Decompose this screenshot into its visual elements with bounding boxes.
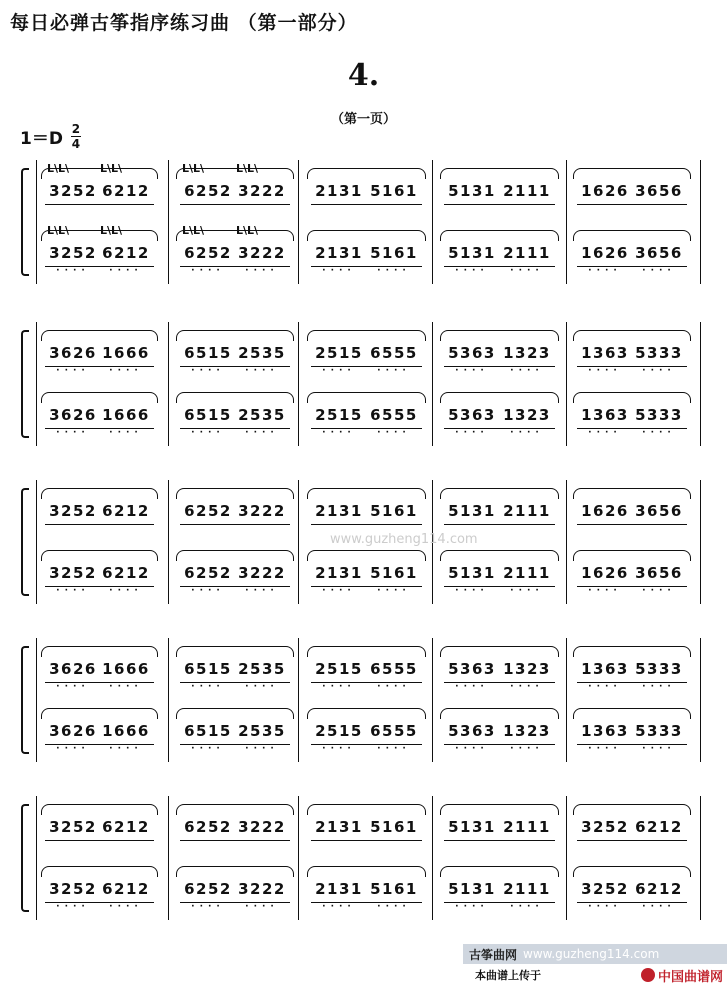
note-group: 3656 [631,502,687,525]
octave-dots: ···· [56,682,90,692]
upload-note: 本曲谱上传于 [475,969,541,982]
octave-dots: ···· [455,902,489,912]
note-group: 1626 [577,182,633,205]
logo-icon [641,968,655,982]
octave-dots: ···· [322,586,356,596]
measure-barline [700,322,701,446]
octave-dots: ···· [322,266,356,276]
slur-arc [307,488,426,499]
slur-arc [440,804,559,815]
note-group: 3626 [45,406,101,429]
octave-dots: ···· [245,902,279,912]
note-group: 2111 [499,244,555,267]
logo-text: 中国曲谱网 [657,969,723,985]
measure-barline [298,638,299,762]
fingering-mark: L\L\ [236,162,259,175]
note-group: 1626 [577,564,633,587]
slur-arc [573,330,691,341]
octave-dots: ···· [455,266,489,276]
staff-row-bottom [0,384,727,436]
note-group: 5131 [444,244,500,267]
octave-dots: ···· [510,902,544,912]
octave-dots: ···· [455,586,489,596]
slur-arc [440,866,559,877]
note-group: 5161 [366,182,422,205]
page-label: （第一页） [330,112,396,127]
measure-barline [700,796,701,920]
note-group: 1323 [499,406,555,429]
octave-dots: ···· [56,266,90,276]
staff-row-top [0,480,727,532]
note-group: 2515 [311,344,367,367]
score-system [0,796,727,920]
note-group: 5161 [366,244,422,267]
slur-arc [176,488,294,499]
octave-dots: ···· [377,586,411,596]
note-group: 3252 [577,818,633,841]
octave-dots: ···· [322,366,356,376]
slur-arc [440,230,559,241]
slur-arc [176,330,294,341]
measure-barline [566,796,567,920]
slur-arc [176,646,294,657]
measure-barline [168,322,169,446]
octave-dots: ···· [588,586,622,596]
octave-dots: ···· [455,744,489,754]
slur-arc [307,866,426,877]
octave-dots: ···· [642,682,676,692]
note-group: 6212 [98,564,154,587]
measure-barline [566,322,567,446]
note-group: 2535 [234,406,290,429]
note-group: 3222 [234,244,290,267]
slur-arc [307,708,426,719]
note-group: 1363 [577,406,633,429]
measure-barline [566,480,567,604]
octave-dots: ···· [322,902,356,912]
octave-dots: ···· [377,902,411,912]
note-group: 2535 [234,660,290,683]
slur-arc [41,866,158,877]
note-group: 6252 [180,244,236,267]
slur-arc [41,330,158,341]
octave-dots: ···· [322,428,356,438]
note-group: 3252 [45,880,101,903]
octave-dots: ···· [109,266,143,276]
octave-dots: ···· [191,586,225,596]
slur-arc [573,550,691,561]
octave-dots: ···· [377,428,411,438]
note-group: 2515 [311,722,367,745]
note-group: 6212 [98,244,154,267]
slur-arc [440,330,559,341]
note-group: 2131 [311,818,367,841]
slur-arc [176,708,294,719]
note-group: 6212 [98,502,154,525]
fingering-mark: L\L\ [182,162,205,175]
note-group: 3252 [45,502,101,525]
note-group: 2131 [311,502,367,525]
octave-dots: ···· [588,902,622,912]
note-group: 1666 [98,406,154,429]
octave-dots: ···· [56,366,90,376]
slur-arc [573,804,691,815]
note-group: 5131 [444,818,500,841]
note-group: 1323 [499,660,555,683]
octave-dots: ···· [322,682,356,692]
note-group: 3222 [234,182,290,205]
note-group: 5333 [631,344,687,367]
score-system [0,638,727,762]
note-group: 5161 [366,818,422,841]
staff-row-bottom [0,700,727,752]
octave-dots: ···· [245,744,279,754]
slur-arc [307,330,426,341]
octave-dots: ···· [588,744,622,754]
measure-barline [432,322,433,446]
note-group: 1363 [577,344,633,367]
measure-barline [700,638,701,762]
note-group: 1626 [577,502,633,525]
score-system [0,322,727,446]
piece-number: 4. [347,58,380,93]
staff-row-bottom [0,858,727,910]
note-group: 3222 [234,564,290,587]
note-group: 5161 [366,880,422,903]
octave-dots: ···· [588,366,622,376]
note-group: 3252 [45,244,101,267]
slur-arc [176,392,294,403]
note-group: 1666 [98,722,154,745]
note-group: 5333 [631,660,687,683]
octave-dots: ···· [455,682,489,692]
slur-arc [573,488,691,499]
note-group: 3626 [45,344,101,367]
octave-dots: ···· [245,586,279,596]
slur-arc [307,550,426,561]
note-group: 6555 [366,406,422,429]
slur-arc [41,488,158,499]
slur-arc [440,168,559,179]
note-group: 5363 [444,406,500,429]
staff-row-top [0,322,727,374]
slur-arc [41,646,158,657]
note-group: 6515 [180,722,236,745]
octave-dots: ···· [245,428,279,438]
slur-arc [176,804,294,815]
octave-dots: ···· [109,366,143,376]
measure-barline [298,480,299,604]
key-label: 1＝D [20,128,63,149]
slur-arc [573,168,691,179]
octave-dots: ···· [245,682,279,692]
note-group: 6252 [180,880,236,903]
note-group: 2131 [311,564,367,587]
note-group: 2111 [499,880,555,903]
octave-dots: ···· [642,902,676,912]
note-group: 2535 [234,344,290,367]
note-group: 2111 [499,502,555,525]
note-group: 3222 [234,818,290,841]
fingering-mark: L\L\ [100,162,123,175]
measure-barline [566,160,567,284]
measure-barline [168,160,169,284]
note-group: 5131 [444,880,500,903]
note-group: 6555 [366,344,422,367]
octave-dots: ···· [109,586,143,596]
measure-barline [432,796,433,920]
note-group: 5363 [444,722,500,745]
octave-dots: ···· [510,266,544,276]
staff-row-bottom [0,542,727,594]
note-group: 3252 [45,182,101,205]
octave-dots: ···· [191,744,225,754]
time-signature [71,123,81,150]
note-group: 5363 [444,344,500,367]
note-group: 6252 [180,502,236,525]
document-title: 每日必弹古筝指序练习曲 （第一部分） [10,12,358,34]
note-group: 2131 [311,182,367,205]
octave-dots: ···· [642,366,676,376]
octave-dots: ···· [642,266,676,276]
octave-dots: ···· [588,682,622,692]
note-group: 3656 [631,244,687,267]
octave-dots: ···· [322,744,356,754]
staff-row-top [0,638,727,690]
note-group: 2111 [499,564,555,587]
note-group: 1323 [499,344,555,367]
note-group: 6212 [98,880,154,903]
time-bottom: 4 [71,136,81,151]
measure-barline [168,796,169,920]
octave-dots: ···· [109,682,143,692]
slur-arc [440,550,559,561]
measure-barline [298,160,299,284]
score-system [0,160,727,284]
octave-dots: ···· [377,682,411,692]
octave-dots: ···· [245,366,279,376]
note-group: 6555 [366,660,422,683]
note-group: 3222 [234,502,290,525]
slur-arc [573,708,691,719]
note-group: 3626 [45,660,101,683]
octave-dots: ···· [56,428,90,438]
note-group: 2111 [499,182,555,205]
slur-arc [41,550,158,561]
note-group: 6212 [631,818,687,841]
note-group: 2131 [311,880,367,903]
measure-barline [566,638,567,762]
slur-arc [307,392,426,403]
octave-dots: ···· [510,366,544,376]
slur-arc [307,168,426,179]
note-group: 6212 [98,818,154,841]
note-group: 3222 [234,880,290,903]
slur-arc [440,488,559,499]
octave-dots: ···· [455,428,489,438]
measure-barline [298,322,299,446]
slur-arc [176,866,294,877]
octave-dots: ···· [56,586,90,596]
site-url[interactable]: www.guzheng114.com [523,947,660,961]
slur-arc [573,230,691,241]
staff-row-bottom [0,222,727,274]
note-group: 3252 [45,818,101,841]
octave-dots: ···· [588,266,622,276]
slur-arc [307,646,426,657]
note-group: 6515 [180,660,236,683]
slur-arc [41,804,158,815]
measure-barline [168,638,169,762]
note-group: 1363 [577,722,633,745]
note-group: 1323 [499,722,555,745]
slur-arc [440,708,559,719]
footer-banner [469,944,727,986]
fingering-mark: L\L\ [47,224,70,237]
octave-dots: ···· [510,744,544,754]
site-logo[interactable] [641,966,723,985]
octave-dots: ···· [455,366,489,376]
staff-row-top [0,796,727,848]
note-group: 6555 [366,722,422,745]
octave-dots: ···· [377,366,411,376]
octave-dots: ···· [642,586,676,596]
note-group: 3252 [577,880,633,903]
note-group: 1666 [98,660,154,683]
note-group: 2111 [499,818,555,841]
note-group: 3252 [45,564,101,587]
note-group: 6212 [98,182,154,205]
key-signature [20,123,81,149]
octave-dots: ···· [109,902,143,912]
octave-dots: ···· [191,902,225,912]
note-group: 6515 [180,406,236,429]
note-group: 2515 [311,406,367,429]
measure-barline [298,796,299,920]
note-group: 2515 [311,660,367,683]
note-group: 5131 [444,502,500,525]
octave-dots: ···· [245,266,279,276]
measure-barline [432,638,433,762]
slur-arc [41,392,158,403]
octave-dots: ···· [642,744,676,754]
note-group: 1666 [98,344,154,367]
site-name: 古筝曲网 [469,947,518,962]
measure-barline [432,160,433,284]
octave-dots: ···· [377,744,411,754]
note-group: 3626 [45,722,101,745]
octave-dots: ···· [642,428,676,438]
octave-dots: ···· [510,682,544,692]
note-group: 3656 [631,564,687,587]
slur-arc [573,646,691,657]
note-group: 2131 [311,244,367,267]
octave-dots: ···· [56,744,90,754]
octave-dots: ···· [109,428,143,438]
octave-dots: ···· [191,366,225,376]
measure-barline [168,480,169,604]
staff-row-top [0,160,727,212]
fingering-mark: L\L\ [236,224,259,237]
note-group: 6252 [180,182,236,205]
octave-dots: ···· [191,428,225,438]
note-group: 6212 [631,880,687,903]
slur-arc [176,550,294,561]
octave-dots: ···· [588,428,622,438]
note-group: 5131 [444,564,500,587]
measure-barline [700,160,701,284]
note-group: 5131 [444,182,500,205]
note-group: 3656 [631,182,687,205]
slur-arc [573,392,691,403]
note-group: 1626 [577,244,633,267]
note-group: 5333 [631,722,687,745]
note-group: 5161 [366,564,422,587]
note-group: 1363 [577,660,633,683]
octave-dots: ···· [191,266,225,276]
slur-arc [307,230,426,241]
octave-dots: ···· [510,586,544,596]
note-group: 5333 [631,406,687,429]
octave-dots: ···· [510,428,544,438]
note-group: 5161 [366,502,422,525]
slur-arc [573,866,691,877]
fingering-mark: L\L\ [47,162,70,175]
watermark: www.guzheng114.com [330,532,478,547]
fingering-mark: L\L\ [100,224,123,237]
note-group: 5363 [444,660,500,683]
octave-dots: ···· [377,266,411,276]
fingering-mark: L\L\ [182,224,205,237]
note-group: 2535 [234,722,290,745]
measure-barline [700,480,701,604]
octave-dots: ···· [191,682,225,692]
note-group: 6252 [180,818,236,841]
slur-arc [440,646,559,657]
note-group: 6252 [180,564,236,587]
slur-arc [41,708,158,719]
octave-dots: ···· [56,902,90,912]
octave-dots: ···· [109,744,143,754]
note-group: 6515 [180,344,236,367]
slur-arc [307,804,426,815]
time-top: 2 [71,121,81,136]
slur-arc [440,392,559,403]
